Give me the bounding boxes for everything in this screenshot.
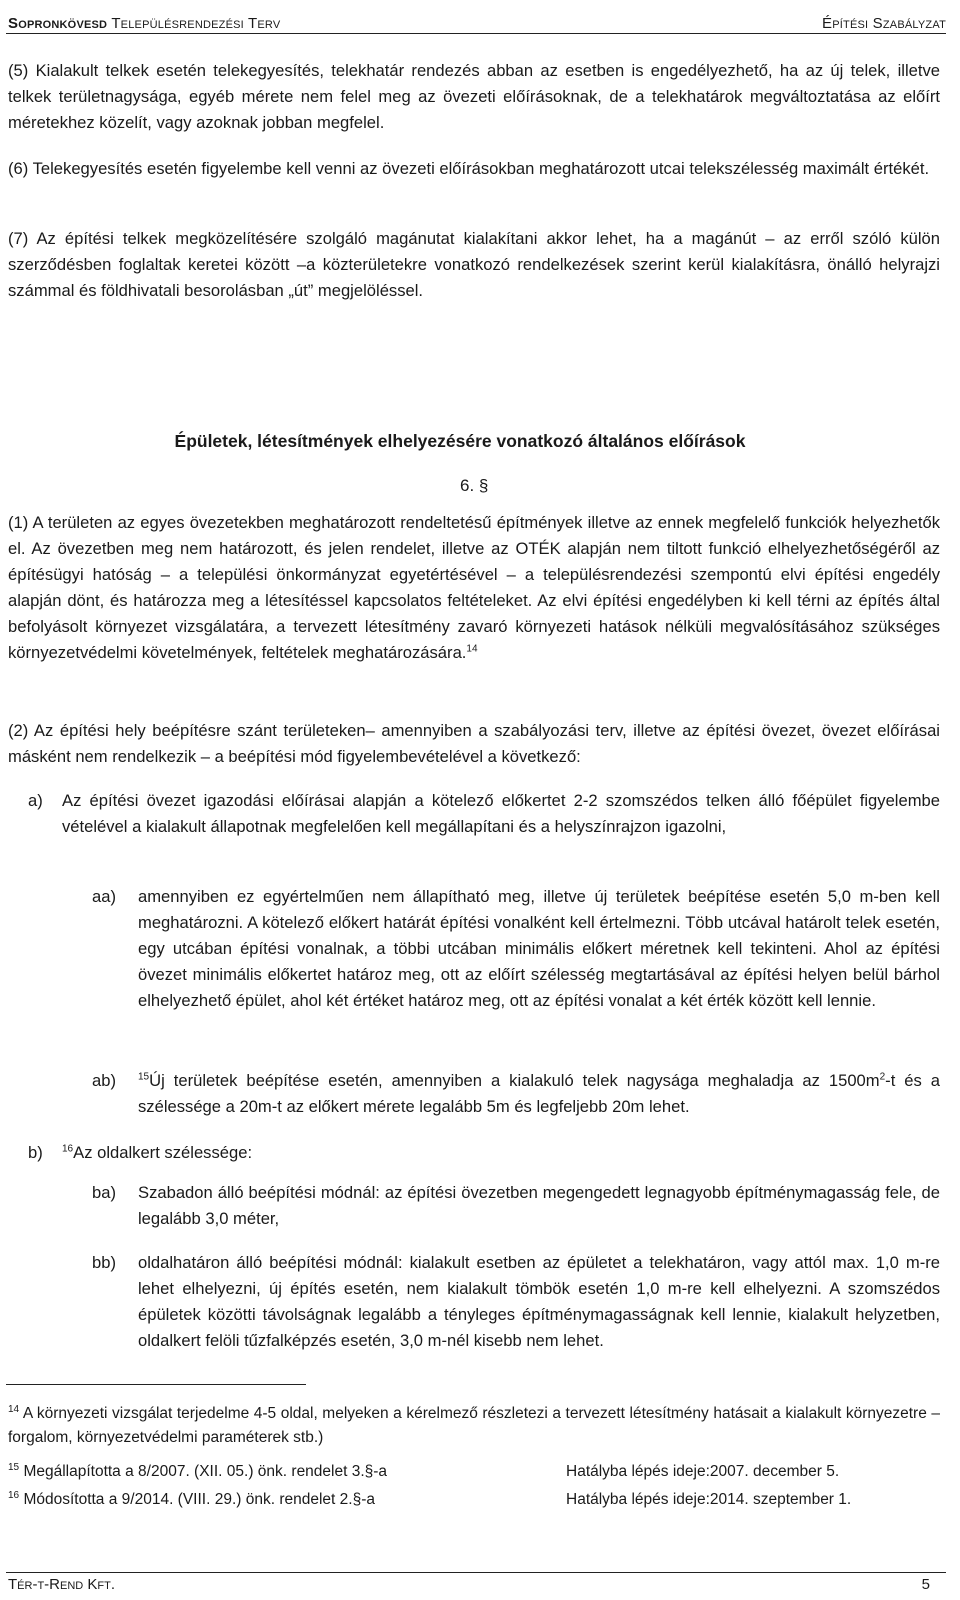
paragraph-6: (6) Telekegyesítés esetén figyelembe kell venni az övezeti előírásokban meghatározott utcai telekszélesség maximált értékét. [8, 159, 930, 178]
footnote-ref-16: 16 [62, 1143, 74, 1155]
list-label: ba) [92, 1183, 116, 1202]
list-text [62, 1140, 940, 1166]
footnote-text: Módosította a 9/2014. (VIII. 29.) önk. rendelet 2.§-a [23, 1491, 375, 1508]
paragraph-s1 [8, 510, 940, 666]
list-label: b) [28, 1143, 43, 1162]
list-label: bb) [92, 1253, 116, 1272]
superscript-2: 2 [879, 1071, 886, 1083]
footer-company: Tér-t-Rend Kft. [8, 1576, 115, 1593]
section-number: 6. § [460, 476, 489, 495]
list-item-b [28, 1140, 940, 1166]
footnote-ref-14: 14 [466, 643, 478, 655]
paragraph-5: (5) Kialakult telkek esetén telekegyesítés, telekhatár rendezés abban az esetben is engedélyezhető, ha az új telek, illetve telkek területnagysága, egyéb mérete nem felel meg az övezeti előírásoknak, de a telekhatárok megváltoztatása az előírt méretekhez közelít, vagy azoknak jobban megfelel. [8, 61, 940, 132]
list-text: Az építési övezet igazodási előírásai alapján a kötelező előkertet 2-2 szomszédos telken álló főépület figyelembe vételével a kialakult állapotnak megfelelően kell megállapítani és a helyszínrajzon igazolni, [62, 791, 940, 836]
footnote-divider [6, 1384, 306, 1385]
footnote-15 [8, 1460, 387, 1484]
list-item-ab [92, 1068, 940, 1120]
footer-divider [6, 1572, 946, 1573]
header-divider [6, 33, 946, 34]
list-text: oldalhatáron álló beépítési módnál: kialakult esetben az épületet a telekhatáron, vagy attól max. 1,0 m-re lehet elhelyezni, új építés esetén, nem kialakult tömbök esetén 1,0 m-re kell elhelyezni. A szomszédos épületek közötti távolságnak legalább a tényleges építménymagasságnak kell lennie, kialakult helyzetben, oldalkert felöli tűzfalképzés esetén, 3,0 m-nél kisebb nem lehet. [138, 1253, 940, 1350]
footnote-16 [8, 1488, 375, 1512]
footnote-14 [8, 1402, 940, 1450]
list-text [138, 1068, 940, 1120]
list-item-bb [92, 1250, 940, 1354]
list-text-main: Az oldalkert szélessége: [73, 1143, 253, 1162]
footnote-16-effective-date: Hatályba lépés ideje:2014. szeptember 1. [566, 1491, 852, 1508]
page-number: 5 [921, 1576, 930, 1593]
list-label: ab) [92, 1071, 116, 1090]
header-section: Építési Szabályzat [822, 15, 946, 32]
list-item-aa [92, 884, 940, 1014]
footnote-text: A környezeti vizsgálat terjedelme 4-5 oldal, melyeken a kérelmező részletezi a tervezett létesítmény hatásait a kialakult környezetre – forgalom, környezetvédelmi paraméterek stb.) [8, 1405, 940, 1446]
list-label: a) [28, 791, 43, 810]
list-text: amennyiben ez egyértelműen nem állapítható meg, illetve új területek beépítése esetén 5,0 m-ben kell meghatározni. A kötelező előkert határát építési vonalként kell értelmezni. Több utcával határolt telek esetén, egy utcában építési vonalnak, a többi utcában minimális előkert méretnek kell tekinteni. Ahol az építési övezet minimális előkertet határoz meg, ott az előírt szélesség megtartásával az építési helyen belül bárhol elhelyezhető épület, ahol két értéket határoz meg, ott az építési vonalat a két érték között kell lennie. [138, 887, 940, 1010]
header-title [8, 15, 280, 32]
paragraph-7: (7) Az építési telkek megközelítésére szolgáló magánutat kialakítani akkor lehet, ha a magánút – az erről szóló külön szerződésben foglaltak keretei között –a közterületekre vonatkozó rendelkezések szerint kerül kialakításra, önálló helyrajzi számmal és földhivatali besorolásban „út” megjelöléssel. [8, 229, 940, 300]
footnote-number: 15 [8, 1461, 20, 1473]
paragraph-s1-text: (1) A területen az egyes övezetekben meghatározott rendeltetésű építmények illetve az ennek megfelelő funkciók helyezhetők el. Az övezetben meg nem határozott, és jelen rendelet, illetve az OTÉK alapján nem tiltott funkció elhelyezhetőségéről az építésügyi hatóság – a települési önkormányzat egyetértésével – a településrendezési szempontú elvi építési engedély alapján dönt, és határozza meg a létesítéssel kapcsolatos feltételeket. Az elvi építési engedélyben ki kell térni az építés által befolyásolt környezet vizsgálatára, a tervezett létesítmény zavaró környezeti hatások nélküli megvalósításához szükséges környezetvédelmi követelmények, feltételek meghatározására. [8, 513, 940, 662]
header-title-bold: Sopronkövesd [8, 15, 108, 32]
footnote-15-effective-date: Hatályba lépés ideje:2007. december 5. [566, 1463, 840, 1480]
page-header [8, 6, 946, 32]
footnote-text: Megállapította a 8/2007. (XII. 05.) önk. rendelet 3.§-a [23, 1463, 388, 1480]
list-label: aa) [92, 887, 116, 906]
list-text-part-1: Új területek beépítése esetén, amennyiben a kialakuló telek nagysága meghaladja az 1500m [149, 1071, 880, 1090]
list-item-a [28, 788, 940, 840]
header-title-rest: Településrendezési Terv [111, 15, 281, 32]
footnote-number: 16 [8, 1489, 20, 1501]
footnote-ref-15: 15 [138, 1071, 150, 1083]
list-text-part-2: -t és a szélessége a 20m-t az előkert mérete legalább 5m és legfeljebb 20m lehet. [138, 1071, 940, 1116]
paragraph-s2: (2) Az építési hely beépítésre szánt területeken– amennyiben a szabályozási terv, illetve az építési övezet, övezet előírásai másként nem rendelkezik – a beépítési mód figyelembevételével a következő: [8, 721, 940, 766]
list-text: Szabadon álló beépítési módnál: az építési övezetben megengedett legnagyobb építménymagasság fele, de legalább 3,0 méter, [138, 1183, 940, 1228]
list-item-ba [92, 1180, 940, 1232]
footnote-number: 14 [8, 1403, 20, 1415]
section-heading: Épületek, létesítmények elhelyezésére vonatkozó általános előírások [174, 431, 746, 451]
